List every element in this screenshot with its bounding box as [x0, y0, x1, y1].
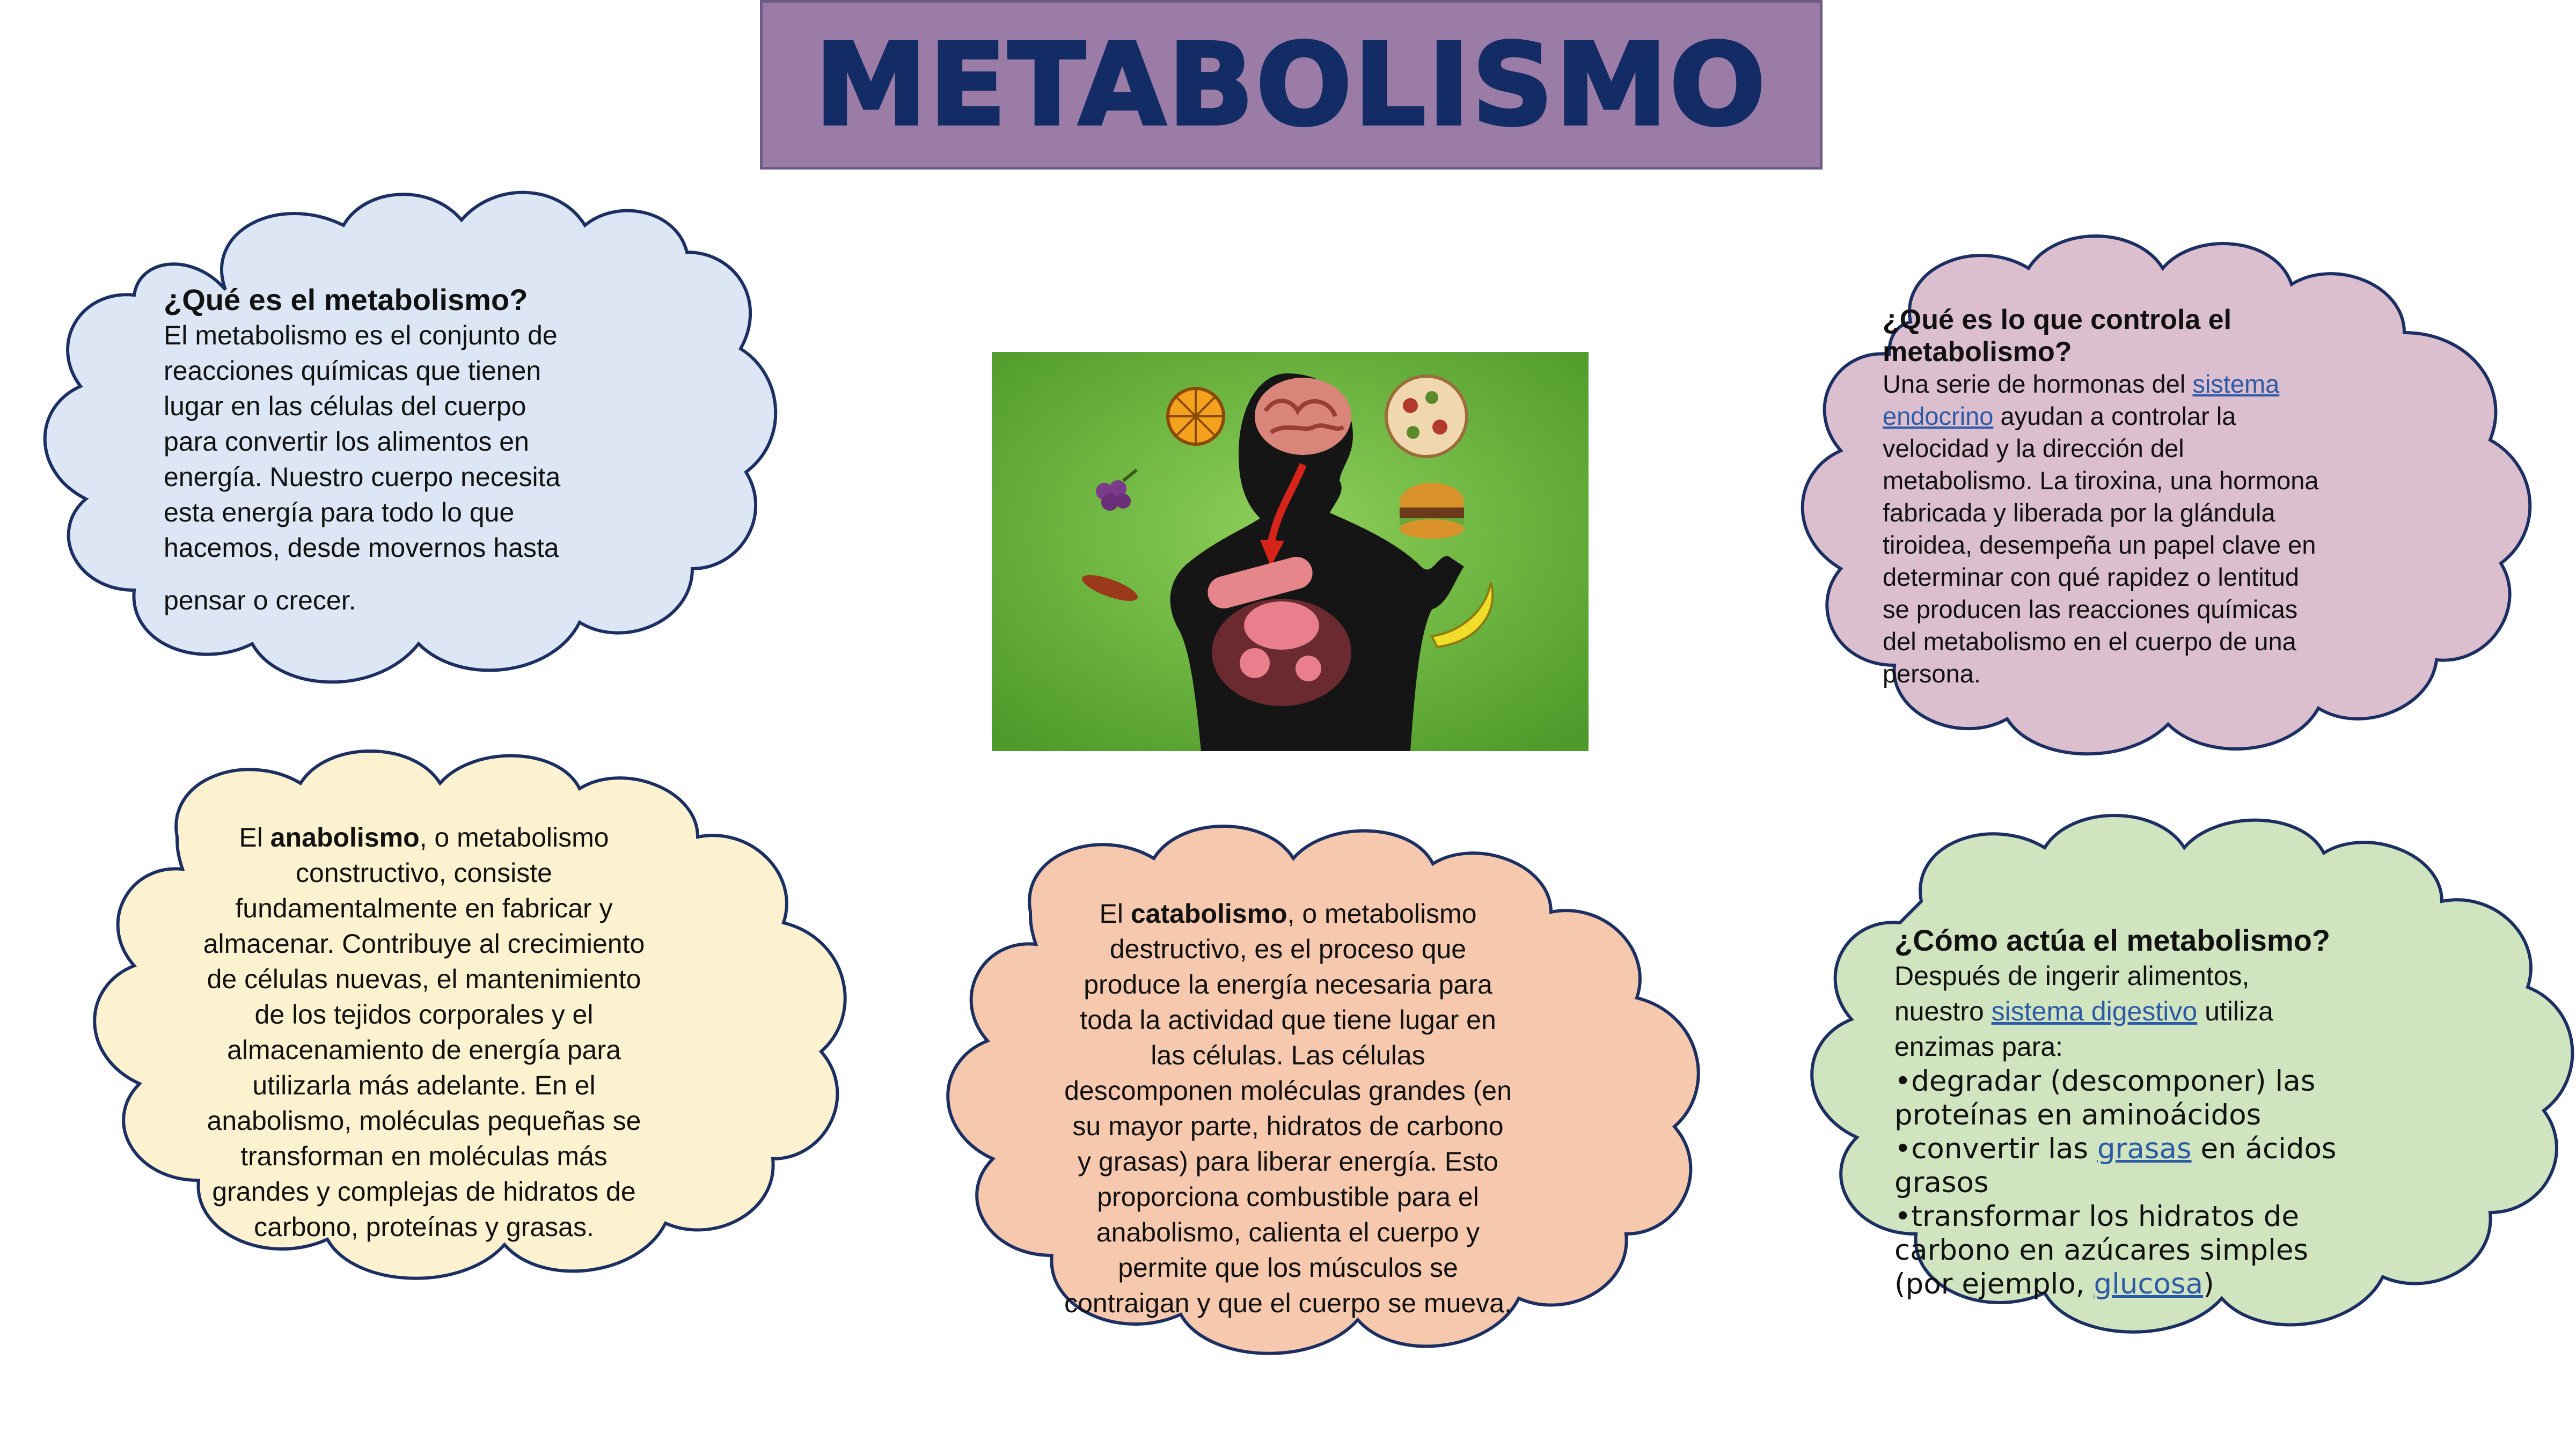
controla-line: metabolismo. La tiroxina, una hormona — [1883, 466, 2319, 495]
que-es-text — [164, 282, 647, 618]
controla-text — [1883, 304, 2419, 690]
metabolism-illustration — [992, 352, 1589, 751]
como-actua-bullet: ) — [2203, 1268, 2214, 1300]
burger-icon — [1400, 483, 1464, 539]
anabolismo-line: utilizarla más adelante. En el — [252, 1070, 596, 1100]
controla-line: persona. — [1883, 659, 1981, 688]
catabolismo-line: El — [1099, 899, 1131, 929]
controla-line: tiroidea, desempeña un papel clave en — [1883, 531, 2316, 559]
controla-line: ayudan a controlar la — [1993, 402, 2236, 430]
anabolismo-line: transforman en moléculas más — [240, 1141, 608, 1171]
que-es-line: El metabolismo es el conjunto de — [164, 320, 558, 350]
anabolismo-line: de los tejidos corporales y el — [254, 999, 594, 1030]
controla-line: se producen las reacciones químicas — [1883, 595, 2298, 623]
como-actua-bullet: grasos — [1894, 1166, 1989, 1199]
anabolismo-term: anabolismo — [270, 822, 420, 852]
que-es-line: esta energía para todo lo que — [164, 497, 515, 527]
catabolismo-term: catabolismo — [1130, 899, 1287, 929]
catabolismo-line: proporciona combustible para el — [1097, 1182, 1479, 1212]
como-actua-bullet: carbono en azúcares simples — [1894, 1234, 2309, 1267]
como-actua-bullet: proteínas en aminoácidos — [1894, 1099, 2262, 1131]
anabolismo-line: grandes y complejas de hidratos de — [212, 1177, 636, 1207]
anabolismo-line: , o metabolismo — [419, 822, 609, 852]
orange-slice-icon — [1168, 388, 1224, 444]
anabolismo-line: El — [239, 822, 270, 852]
catabolismo-line: las células. Las células — [1151, 1040, 1425, 1070]
anabolismo-line: anabolismo, moléculas pequeñas se — [207, 1106, 641, 1136]
catabolismo-line: contraigan y que el cuerpo se mueva. — [1064, 1288, 1512, 1318]
controla-heading: ¿Qué es lo que controla el — [1883, 304, 2232, 335]
catabolismo-line: y grasas) para liberar energía. Esto — [1078, 1146, 1498, 1177]
anabolismo-line: constructivo, consiste — [296, 858, 552, 888]
catabolismo-line: toda la actividad que tiene lugar en — [1080, 1005, 1496, 1035]
que-es-line: energía. Nuestro cuerpo necesita — [164, 462, 561, 492]
controla-line: determinar con qué rapidez o lentitud — [1883, 563, 2299, 591]
controla-line: fabricada y liberada por la glándula — [1883, 498, 2275, 527]
como-actua-text — [1894, 923, 2496, 1301]
catabolismo-line: , o metabolismo — [1287, 899, 1477, 929]
catabolismo-text — [1009, 896, 1567, 1321]
sistema-endocrino-link[interactable]: endocrino — [1883, 402, 1994, 430]
brain-icon — [1255, 378, 1351, 455]
que-es-line: reacciones químicas que tienen — [164, 356, 541, 386]
que-es-line: lugar en las células del cuerpo — [164, 391, 526, 421]
como-actua-bullet: •convertir las — [1894, 1133, 2097, 1165]
sistema-digestivo-link[interactable]: sistema digestivo — [1991, 996, 2198, 1026]
que-es-line: hacemos, desde movernos hasta — [164, 533, 559, 563]
anabolismo-line: de células nuevas, el mantenimiento — [207, 964, 641, 994]
que-es-line: para convertir los alimentos en — [164, 427, 529, 457]
anabolismo-line: fundamentalmente en fabricar y — [235, 893, 613, 923]
que-es-heading: ¿Qué es el metabolismo? — [164, 283, 528, 317]
como-actua-bullet: (por ejemplo, — [1894, 1268, 2094, 1300]
title-banner — [760, 0, 1823, 170]
anabolismo-line: almacenamiento de energía para — [227, 1035, 621, 1065]
como-actua-line: enzimas para: — [1894, 1032, 2063, 1062]
anabolismo-line: carbono, proteínas y grasas. — [254, 1212, 594, 1242]
grasas-link[interactable]: grasas — [2097, 1133, 2192, 1165]
catabolismo-line: descomponen moléculas grandes (en — [1064, 1076, 1512, 1106]
catabolismo-line: su mayor parte, hidratos de carbono — [1072, 1111, 1504, 1141]
catabolismo-line: permite que los músculos se — [1118, 1253, 1458, 1283]
controla-line: velocidad y la dirección del — [1883, 434, 2184, 462]
catabolismo-line: anabolismo, calienta el cuerpo y — [1096, 1217, 1480, 1247]
controla-line: del metabolismo en el cuerpo de una — [1883, 627, 2296, 656]
sistema-endocrino-link[interactable]: sistema — [2192, 370, 2280, 398]
que-es-line: pensar o crecer. — [164, 585, 356, 615]
glucosa-link[interactable]: glucosa — [2094, 1268, 2204, 1300]
controla-line: Una serie de hormonas del — [1883, 370, 2193, 398]
catabolismo-line: produce la energía necesaria para — [1084, 969, 1492, 999]
catabolismo-line: destructivo, es el proceso que — [1109, 934, 1467, 964]
como-actua-line: utiliza — [2197, 996, 2273, 1026]
como-actua-line: Después de ingerir alimentos, — [1894, 961, 2250, 991]
page-title: METABOLISMO — [815, 19, 1768, 151]
como-actua-line: nuestro — [1894, 996, 1992, 1026]
anabolismo-text — [145, 820, 703, 1245]
pizza-icon — [1386, 376, 1467, 457]
como-actua-heading: ¿Cómo actúa el metabolismo? — [1894, 923, 2331, 957]
controla-heading: metabolismo? — [1883, 336, 2072, 367]
como-actua-bullet: en ácidos — [2191, 1133, 2337, 1165]
como-actua-bullet: •degradar (descomponer) las — [1894, 1065, 2316, 1098]
como-actua-bullet: •transformar los hidratos de — [1894, 1200, 2299, 1233]
anabolismo-line: almacenar. Contribuye al crecimiento — [203, 929, 645, 959]
